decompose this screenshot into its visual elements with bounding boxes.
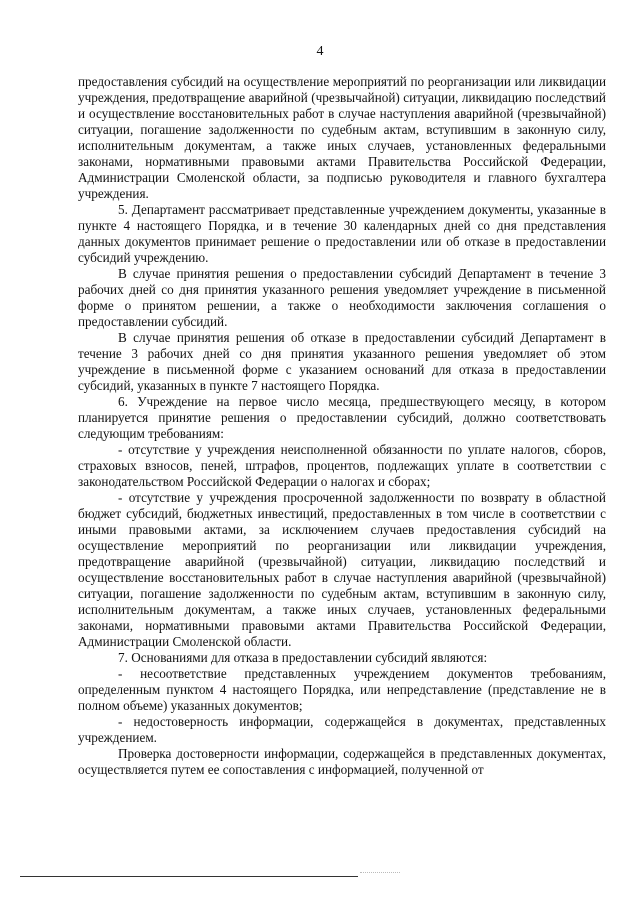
footer-divider <box>20 876 358 877</box>
paragraph-item-6: 6. Учреждение на первое число месяца, предшествующего месяцу, в котором планируется принятие решения о предоставлении субсидий, должно соответствовать следующим требованиям: <box>78 394 606 441</box>
document-body <box>78 74 606 778</box>
paragraph-refusal-notice: В случае принятия решения об отказе в предоставлении субсидий Департамент в течение 3 рабочих дней со дня принятия указанного решения уведомляет об этом учреждение в письменной форме с указанием оснований для отказа в предоставлении субсидий, указанных в пункте 7 настоящего Порядка. <box>78 330 606 393</box>
refusal-ground-false-info: - недостоверность информации, содержащейся в документах, представленных учреждением. <box>78 714 606 745</box>
paragraph-item-5: 5. Департамент рассматривает представленные учреждением документы, указанные в пункте 4 настоящего Порядка, и в течение 30 календарных дней со дня представления данных документов принимает решение о предоставлении или об отказе в предоставлении субсидий учреждению. <box>78 202 606 265</box>
requirement-no-tax-debt: - отсутствие у учреждения неисполненной обязанности по уплате налогов, сборов, страховых взносов, пеней, штрафов, процентов, подлежащих уплате в соответствии с законодательством Российской Федерации о налогах и сборах; <box>78 442 606 489</box>
paragraph-verification: Проверка достоверности информации, содержащейся в представленных документах, осуществляется путем ее сопоставления с информацией, полученной от <box>78 746 606 777</box>
footer-dots <box>360 872 400 875</box>
requirement-no-overdue-debt: - отсутствие у учреждения просроченной задолженности по возврату в областной бюджет субсидий, бюджетных инвестиций, предоставленных в том числе в соответствии с иными правовыми актами, за исключением случаев предоставления субсидий на осуществление мероприятий по реорганизации или ликвидации учреждения, предотвращение аварийной (чрезвычайной) ситуации, ликвидацию последствий и осуществление восстановительных работ в случае наступления аварийной (чрезвычайной) ситуации, погашение задолженности по судебным актам, вступившим в законную силу, исполнительным документам, а также иных случаев, установленных федеральными законами, нормативными правовыми актами Правительства Российской Федерации, Администрации Смоленской области. <box>78 490 606 649</box>
paragraph-continuation: предоставления субсидий на осуществление мероприятий по реорганизации или ликвидации учреждения, предотвращение аварийной (чрезвычайной) ситуации, ликвидацию последствий и осуществление восстановительных работ в случае наступления аварийной (чрезвычайной) ситуации, погашение задолженности по судебным актам, вступившим в законную силу, исполнительным документам, а также иных случаев, установленных федеральными законами, нормативными правовыми актами Правительства Российской Федерации, Администрации Смоленской области, за подписью руководителя и главного бухгалтера учреждения. <box>78 74 606 201</box>
page-number: 4 <box>316 44 324 59</box>
refusal-ground-documents: - несоответствие представленных учреждением документов требованиям, определенным пунктом 4 настоящего Порядка, или непредставление (представление не в полном объеме) указанных документов; <box>78 666 606 713</box>
paragraph-item-7: 7. Основаниями для отказа в предоставлении субсидий являются: <box>118 650 488 665</box>
paragraph-approval-notice: В случае принятия решения о предоставлении субсидий Департамент в течение 3 рабочих дней со дня принятия указанного решения уведомляет учреждение в письменной форме о принятом решении, а также о необходимости заключения соглашения о предоставлении субсидий. <box>78 266 606 329</box>
